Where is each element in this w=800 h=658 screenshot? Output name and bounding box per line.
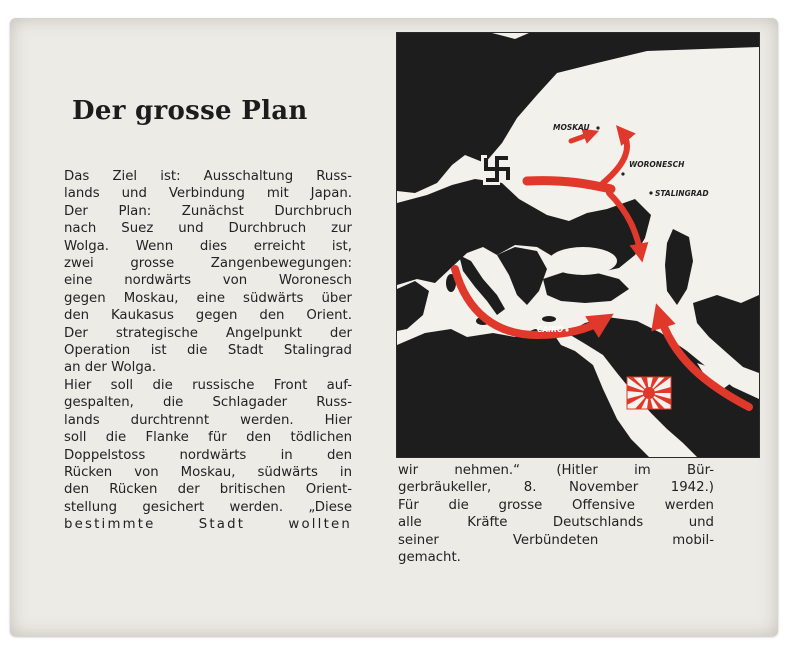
left-text-column: [64, 168, 352, 534]
text-line: an der Wolga.: [64, 360, 157, 376]
text-line: Für die grosse Offensive werden: [398, 497, 714, 513]
text-line: Der strategische Angelpunkt der: [64, 325, 352, 341]
moskau-marker: [596, 126, 599, 129]
stalingrad-marker: [649, 191, 652, 194]
right-text-column: [398, 462, 714, 566]
strategy-map: [396, 32, 760, 458]
text-line: gemacht.: [398, 550, 461, 566]
stalingrad-label: STALINGRAD: [655, 189, 709, 198]
cyprus-island: [542, 316, 556, 322]
text-line: bestimmte Stadt wollten: [64, 517, 352, 533]
text-line: Wolga. Wenn dies erreicht ist,: [64, 238, 352, 254]
text-line: nach Suez und Durchbruch zur: [64, 221, 352, 237]
text-line: soll die Flanke für den tödlichen: [64, 430, 352, 446]
woronesch-marker: [621, 172, 624, 175]
moskau-label: MOSKAU: [553, 123, 590, 132]
text-line: gespalten, die Schlagader Russ-: [64, 395, 352, 411]
text-line: Der Plan: Zunächst Durchbruch: [64, 203, 352, 219]
text-line: lands und Verbindung mit Japan.: [64, 186, 352, 202]
text-line: gerbräukeller, 8. November 1942.): [398, 480, 714, 496]
text-line: gegen Moskau, eine südwärts über: [64, 290, 352, 306]
text-line: wir nehmen.“ (Hitler im Bür-: [398, 463, 714, 478]
text-line: Doppelstoss nordwärts in den: [64, 447, 352, 463]
text-line: seiner Verbündeten mobil-: [398, 532, 714, 548]
text-line: zwei grosse Zangenbewegungen:: [64, 256, 352, 272]
text-line: stellung gesichert werden. „Diese: [64, 499, 352, 515]
text-line: lands durchtrennt werden. Hier: [64, 412, 352, 428]
text-line: den Rücken der britischen Orient-: [64, 482, 352, 498]
swastika-black: [484, 156, 510, 182]
text-line: Rücken von Moskau, südwärts in: [64, 464, 352, 480]
text-line: Operation ist die Stadt Stalingrad: [64, 343, 352, 359]
rising-sun-flag-icon: [627, 377, 671, 409]
map-graphic: [397, 33, 759, 457]
woronesch-label: WORONESCH: [629, 160, 685, 169]
page-title: Der grosse Plan: [72, 96, 308, 126]
text-line: alle Kräfte Deutschlands und: [398, 515, 714, 531]
text-line: den Kaukasus gegen den Orient.: [64, 308, 352, 324]
cairo-marker: [565, 328, 568, 331]
text-line: Hier soll die russische Front auf-: [64, 377, 352, 393]
text-line: Das Ziel ist: Ausschaltung Russ-: [64, 169, 352, 184]
text-line: eine nordwärts von Woronesch: [64, 273, 352, 289]
black-sea: [549, 247, 617, 275]
cairo-label: CAIRO: [537, 325, 564, 334]
